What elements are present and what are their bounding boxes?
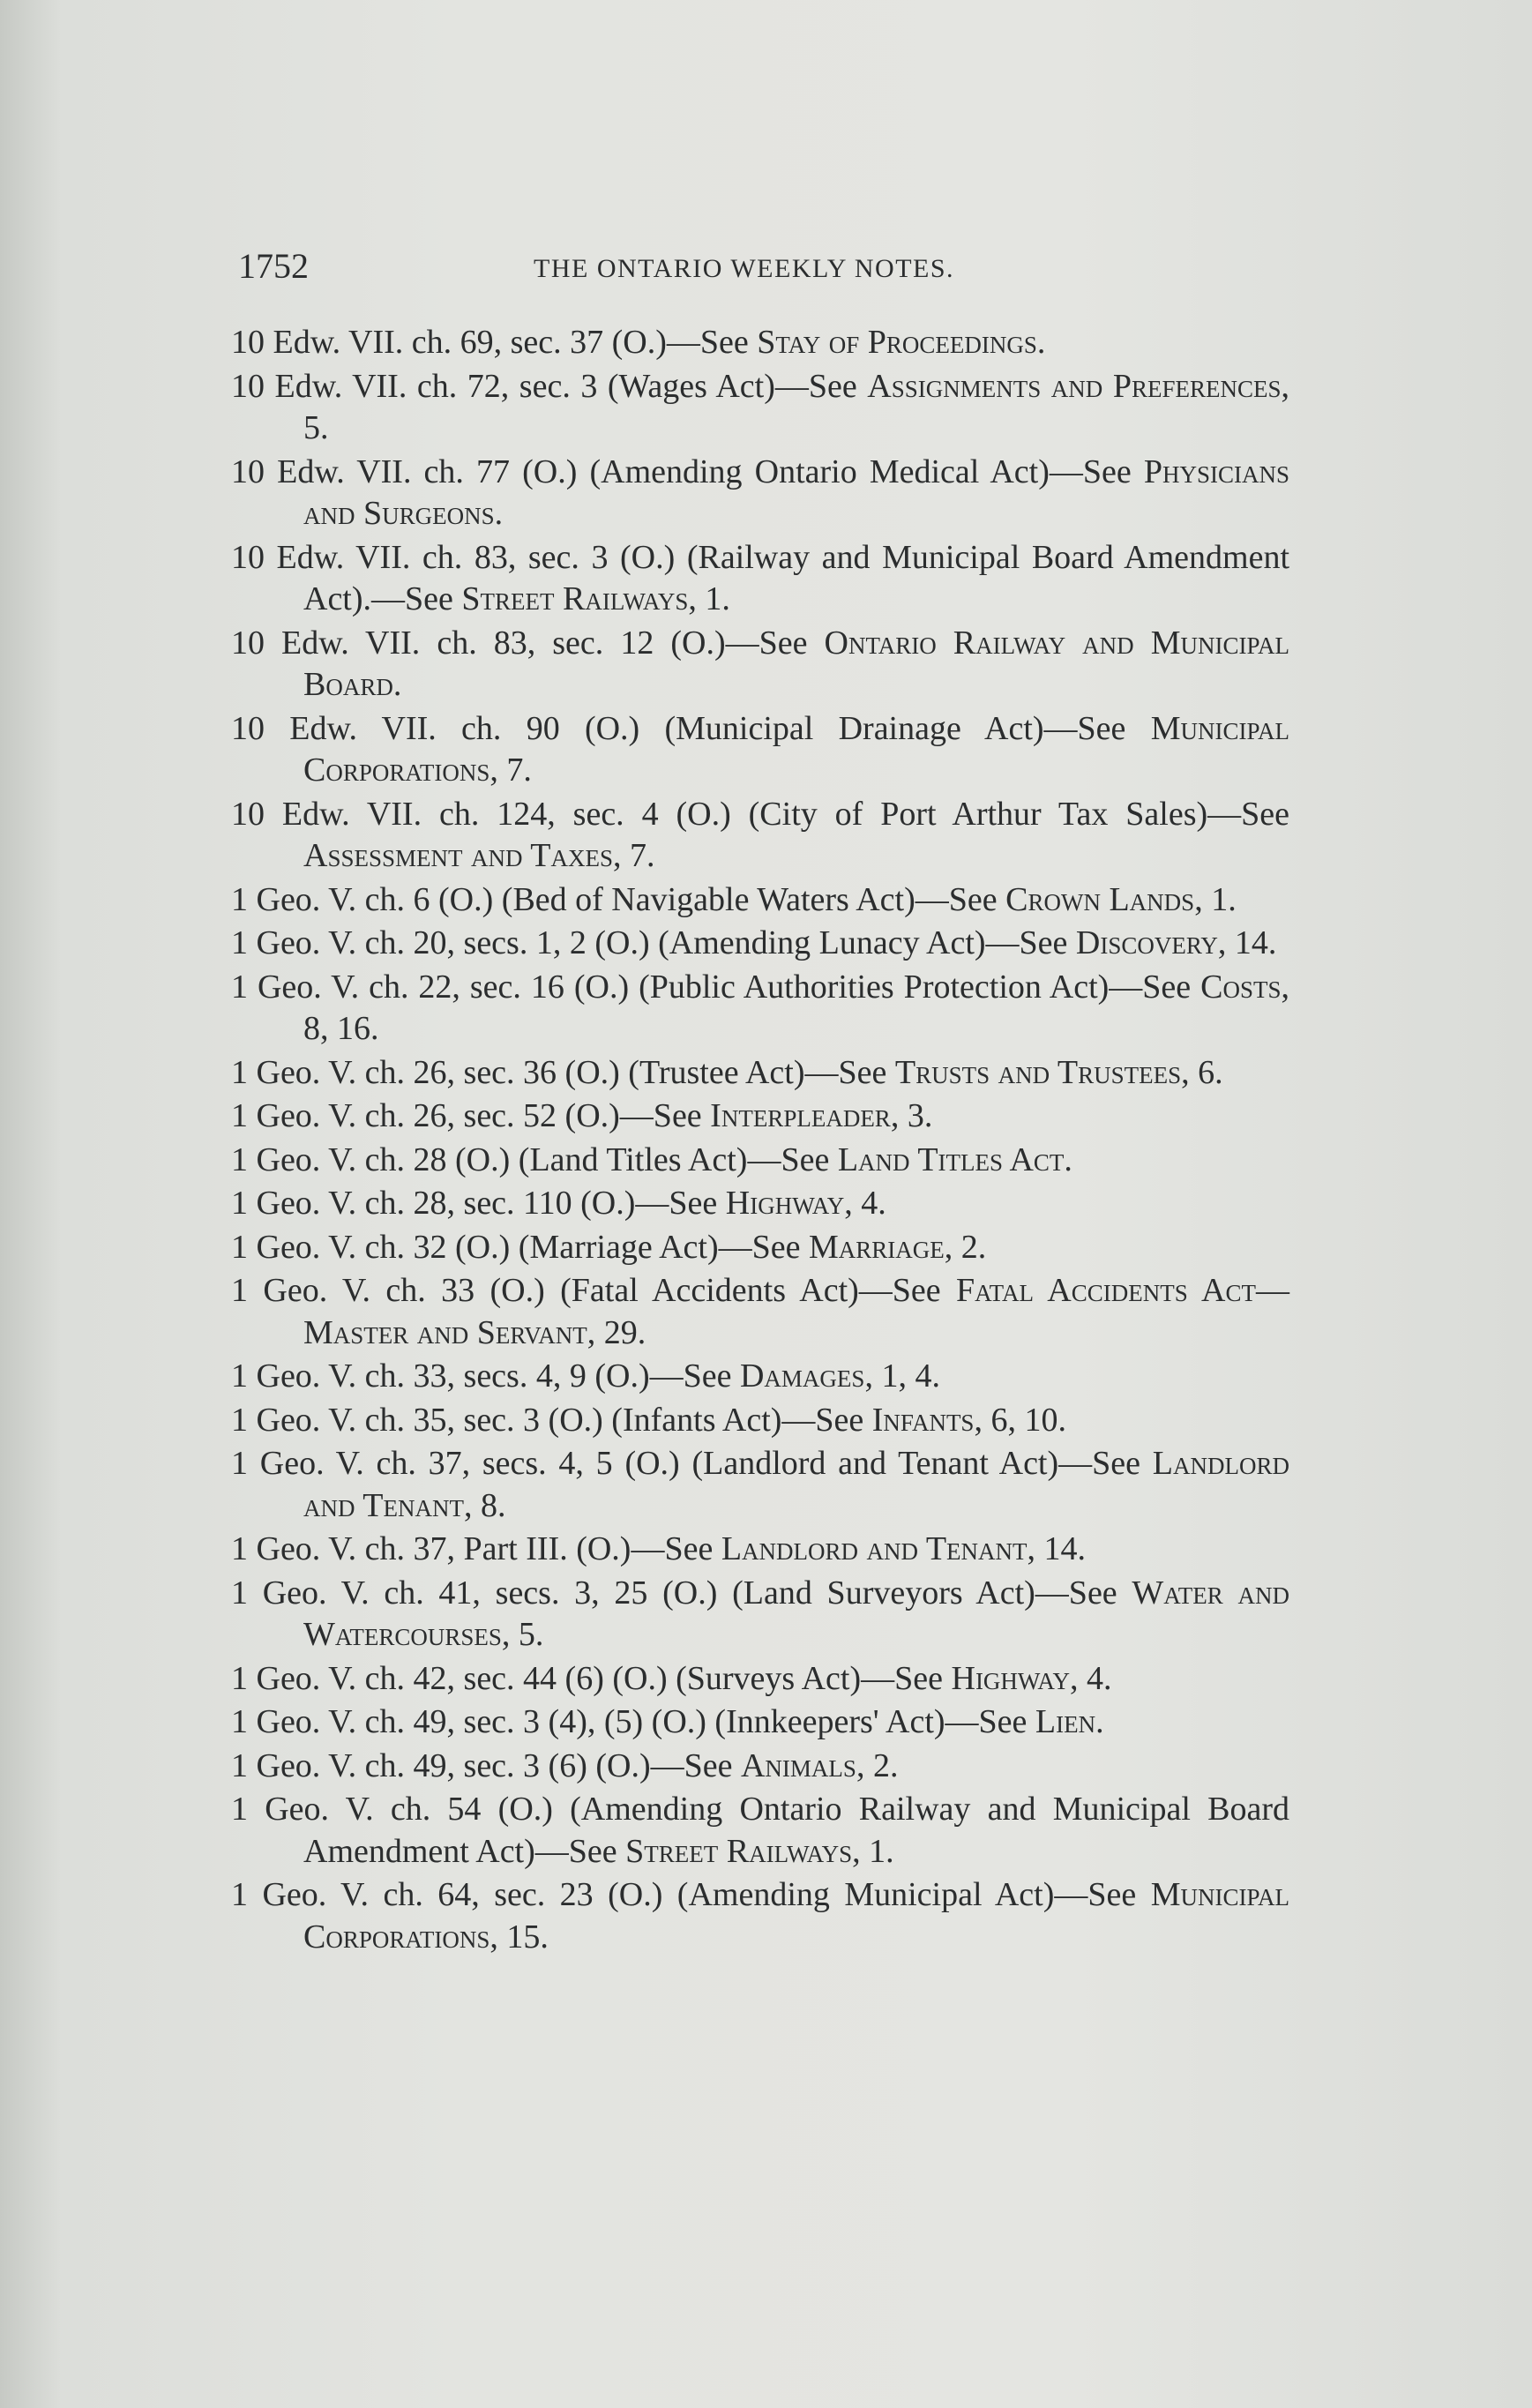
entry-statute: 1 Geo. V. ch. 28, sec. 110 (O.)—See [231, 1185, 726, 1222]
entry-see-heading: Landlord and Tenant [303, 1445, 1289, 1524]
entry-statute: 10 Edw. VII. ch. 72, sec. 3 (Wages Act)—See [231, 367, 868, 405]
entry-tail: , 15. [489, 1918, 549, 1956]
entry-statute: 10 Edw. VII. ch. 77 (O.) (Amending Ontario Medical Act)—See [231, 452, 1144, 490]
entry-see-heading: Ontario Railway and Municipal Board [303, 624, 1289, 703]
entry-see-heading: Infants [871, 1401, 975, 1439]
entry-statute: 10 Edw. VII. ch. 69, sec. 37 (O.)—See [231, 324, 758, 361]
entry-see-heading: Highway [951, 1659, 1070, 1697]
entry-see-heading: Discovery [1075, 924, 1218, 961]
page-number: 1752 [238, 246, 309, 286]
entry-statute: 1 Geo. V. ch. 6 (O.) (Bed of Navigable Waters Act)—See [231, 880, 1006, 918]
index-entry [231, 1270, 1289, 1354]
entry-see-heading: Trusts and Trustees [894, 1053, 1182, 1091]
index-entry [231, 1096, 1289, 1138]
index-entry [231, 322, 1289, 364]
entry-statute: 10 Edw. VII. ch. 83, sec. 3 (O.) (Railway and Municipal Board Amendment Act).—See [231, 538, 1289, 617]
index-entry [231, 537, 1289, 621]
entry-statute: 1 Geo. V. ch. 33 (O.) (Fatal Accidents Act)—See [231, 1272, 957, 1309]
entry-statute: 1 Geo. V. ch. 32 (O.) (Marriage Act)—See [231, 1228, 809, 1266]
entry-see-heading: Street Railways [461, 580, 689, 617]
entry-see-heading: Animals [740, 1746, 856, 1784]
index-entry [231, 794, 1289, 878]
entry-tail: , 3. [890, 1097, 933, 1134]
entry-tail: , 4. [844, 1185, 886, 1222]
index-entry [231, 1356, 1289, 1398]
index-entry [231, 1140, 1289, 1182]
entry-tail: , 7. [613, 837, 655, 874]
index-entry [231, 1183, 1289, 1225]
entry-statute: 1 Geo. V. ch. 20, secs. 1, 2 (O.) (Amending Lunacy Act)—See [231, 924, 1076, 961]
entry-statute: 1 Geo. V. ch. 49, sec. 3 (6) (O.)—See [231, 1746, 741, 1784]
entry-tail: , 29. [587, 1313, 646, 1351]
index-entry [231, 1443, 1289, 1527]
entry-tail: , 2. [944, 1228, 987, 1266]
entry-see-heading: Stay of Proceedings [757, 324, 1037, 361]
index-entry [231, 1746, 1289, 1788]
index-entry [231, 1789, 1289, 1873]
entry-see-heading: Municipal Corporations [303, 709, 1289, 789]
entry-statute: 1 Geo. V. ch. 22, sec. 16 (O.) (Public Authorities Protection Act)—See [231, 968, 1201, 1006]
entry-statute: 1 Geo. V. ch. 26, sec. 36 (O.) (Trustee Act)—See [231, 1053, 895, 1091]
entry-statute: 10 Edw. VII. ch. 83, sec. 12 (O.)—See [231, 624, 825, 662]
index-entry [231, 1874, 1289, 1958]
entry-see-heading: Street Railways [625, 1832, 853, 1870]
entry-tail: , 8, 16. [303, 968, 1289, 1047]
entry-see-heading: Physicians and Surgeons [303, 452, 1289, 532]
entry-see-heading: Highway [725, 1185, 845, 1222]
entry-statute: 1 Geo. V. ch. 64, sec. 23 (O.) (Amending Municipal Act)—See [231, 1876, 1151, 1913]
index-entry [231, 1701, 1289, 1744]
entry-tail: , 5. [303, 367, 1289, 446]
entry-tail: , 2. [856, 1746, 899, 1784]
entry-statute: 1 Geo. V. ch. 37, Part III. (O.)—See [231, 1530, 721, 1567]
entry-tail: , 14. [1027, 1530, 1087, 1567]
entry-statute: 1 Geo. V. ch. 35, sec. 3 (O.) (Infants Act)—See [231, 1401, 872, 1439]
index-entry [231, 623, 1289, 707]
index-entry [231, 967, 1289, 1051]
entry-statute: 1 Geo. V. ch. 33, secs. 4, 9 (O.)—See [231, 1357, 740, 1395]
entry-see-heading: Fatal Accidents Act—Master and Servant [303, 1272, 1289, 1351]
index-entry [231, 923, 1289, 965]
entry-tail: , 1. [1194, 880, 1237, 918]
entry-statute: 1 Geo. V. ch. 41, secs. 3, 25 (O.) (Land Surveyors Act)—See [231, 1574, 1132, 1612]
entry-tail: , 1. [852, 1832, 894, 1870]
entry-tail: . [1095, 1703, 1104, 1740]
index-entry [231, 1658, 1289, 1701]
entry-statute: 1 Geo. V. ch. 42, sec. 44 (6) (O.) (Surveys Act)—See [231, 1659, 952, 1697]
entry-see-heading: Crown Lands [1005, 880, 1195, 918]
entry-tail: . [1036, 324, 1046, 361]
entry-see-heading: Damages [739, 1357, 865, 1395]
index-entry [231, 1529, 1289, 1571]
index-entry [231, 1573, 1289, 1656]
index-entry [231, 1052, 1289, 1095]
index-entry [231, 1400, 1289, 1442]
entry-statute: 1 Geo. V. ch. 28 (O.) (Land Titles Act)—See [231, 1140, 838, 1178]
entry-tail: , 5. [501, 1616, 544, 1653]
index-entry [231, 708, 1289, 792]
entry-see-heading: Land Titles Act [837, 1140, 1065, 1178]
entry-see-heading: Municipal Corporations [303, 1876, 1289, 1956]
index-entry [231, 879, 1289, 922]
index-entry [231, 366, 1289, 450]
entry-tail: . [494, 495, 504, 532]
entry-see-heading: Interpleader [710, 1097, 891, 1134]
entry-tail: , 1. [688, 580, 730, 617]
entry-tail: , 6. [1181, 1053, 1223, 1091]
entry-tail: . [1064, 1140, 1072, 1178]
entry-statute: 10 Edw. VII. ch. 90 (O.) (Municipal Drainage Act)—See [231, 709, 1151, 747]
entry-see-heading: Assignments and Preferences [867, 367, 1282, 405]
entry-see-heading: Assessment and Taxes [303, 837, 614, 874]
entry-tail: , 8. [464, 1486, 506, 1524]
index-entry [231, 1227, 1289, 1269]
entry-tail: , 6, 10. [974, 1401, 1066, 1439]
page-header [238, 245, 1297, 298]
entry-statute: 1 Geo. V. ch. 37, secs. 4, 5 (O.) (Landlord and Tenant Act)—See [231, 1445, 1153, 1482]
entry-statute: 10 Edw. VII. ch. 124, sec. 4 (O.) (City of Port Arthur Tax Sales)—See [231, 795, 1289, 833]
running-head: THE ONTARIO WEEKLY NOTES. [534, 254, 955, 283]
entry-tail: , 4. [1069, 1659, 1112, 1697]
entry-tail: , 14. [1217, 924, 1277, 961]
entry-see-heading: Water and Watercourses [303, 1574, 1289, 1653]
entry-tail: , 1, 4. [864, 1357, 940, 1395]
entry-tail: . [392, 666, 402, 703]
entry-statute: 1 Geo. V. ch. 49, sec. 3 (4), (5) (O.) (Innkeepers' Act)—See [231, 1703, 1035, 1740]
index-entries [231, 322, 1289, 1960]
entry-see-heading: Landlord and Tenant [721, 1530, 1028, 1567]
entry-statute: 1 Geo. V. ch. 26, sec. 52 (O.)—See [231, 1097, 711, 1134]
entry-see-heading: Costs [1200, 968, 1282, 1006]
entry-statute: 1 Geo. V. ch. 54 (O.) (Amending Ontario Railway and Municipal Board Amendment Act)—See [231, 1791, 1289, 1870]
entry-see-heading: Lien [1035, 1703, 1096, 1740]
entry-see-heading: Marriage [808, 1228, 945, 1266]
entry-tail: , 7. [489, 752, 532, 789]
index-entry [231, 452, 1289, 535]
